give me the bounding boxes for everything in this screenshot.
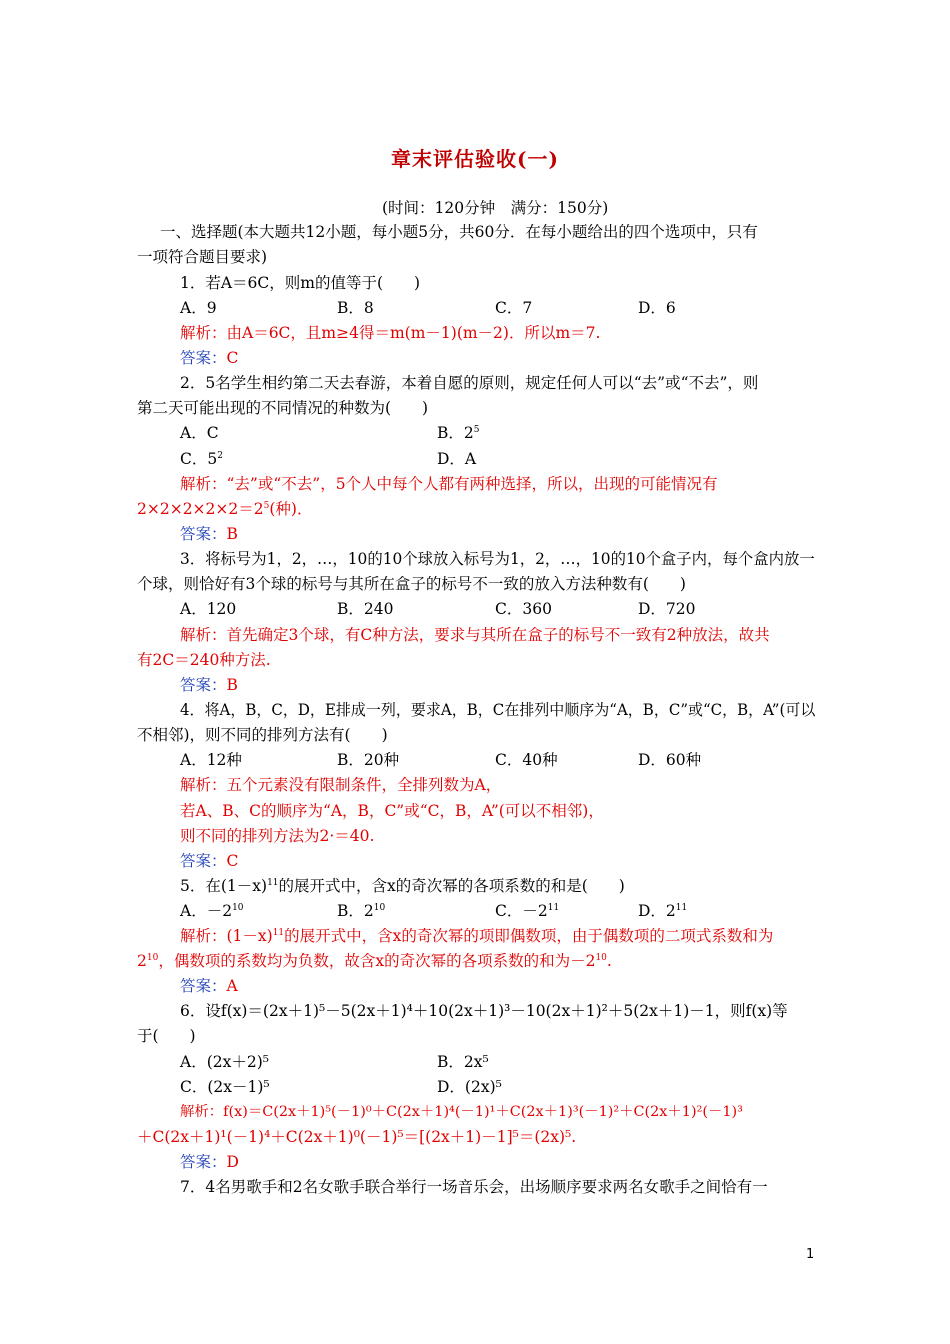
question-5-stem	[180, 875, 625, 897]
q5-option-b	[337, 900, 385, 922]
q5-stem-sup: 11	[267, 878, 279, 888]
q5-option-b-sup: 10	[373, 903, 386, 913]
question-3-stem-line1: 3．将标号为1，2，…，10的10个球放入标号为1，2，…，10的10个盒子内，每个盒内放一	[180, 550, 815, 568]
q6-option-c: C．(2x－1)⁵	[180, 1078, 270, 1096]
answer-label: 答案：	[180, 349, 227, 367]
q4-analysis-line2: 若A、B、C的顺序为“A，B，C”或“C，B，A”(可以不相邻)，	[180, 802, 604, 820]
q5-analysis-1-sup: 11	[272, 928, 285, 938]
answer-value: B	[226, 676, 238, 694]
q5-option-d-text: D．2	[638, 902, 676, 920]
section-heading-line2: 一项符合题目要求)	[137, 248, 268, 266]
answer-label: 答案：	[180, 676, 227, 694]
q3-option-c: C．360	[495, 600, 552, 618]
q4-analysis-line1: 解析：五个元素没有限制条件，全排列数为A，	[180, 776, 502, 794]
q4-option-a: A．12种	[180, 751, 242, 769]
answer-value: C	[226, 852, 239, 870]
q1-option-b: B．8	[337, 299, 374, 317]
q4-option-c: C．40种	[495, 751, 558, 769]
q3-analysis-line1: 解析：首先确定3个球，有C种方法，要求与其所在盒子的标号不一致有2种放法，故共	[180, 626, 770, 644]
q5-stem-b: 的展开式中，含x的奇次幂的各项系数的和是( )	[278, 877, 625, 895]
q6-analysis-line2: ＋C(2x＋1)¹(－1)⁴＋C(2x＋1)⁰(－1)⁵＝[(2x＋1)－1]⁵＝(2x)⁵.	[137, 1128, 577, 1146]
q1-answer	[180, 347, 238, 369]
q6-analysis-line1: 解析：f(x)＝C(2x＋1)⁵(－1)⁰＋C(2x＋1)⁴(－1)¹＋C(2x＋1)³(－1)²＋C(2x＋1)²(－1)³	[180, 1104, 743, 1120]
answer-label: 答案：	[180, 1153, 227, 1171]
q6-answer	[180, 1151, 239, 1173]
question-4-stem-line1: 4．将A，B，C，D，E排成一列，要求A，B，C在排列中顺序为“A，B，C”或“C，B，A”(可以	[180, 701, 816, 719]
answer-value: A	[226, 977, 238, 995]
question-2-stem-line2: 第二天可能出现的不同情况的种数为( )	[137, 399, 429, 417]
q2-option-c-text: C．5	[180, 450, 218, 468]
q5-analysis-1a: 解析：(1－x)	[180, 927, 273, 945]
answer-value: B	[226, 525, 238, 543]
q5-option-d-sup: 11	[675, 903, 688, 913]
q6-option-b: B．2x⁵	[437, 1053, 489, 1071]
answer-value: D	[226, 1153, 239, 1171]
q2-analysis-line2	[137, 498, 312, 520]
q3-option-a: A．120	[180, 600, 237, 618]
q5-analysis-1b: 的展开式中，含x的奇次幂的项即偶数项，由于偶数项的二项式系数和为	[284, 927, 774, 945]
q2-option-a: A．C	[180, 424, 219, 442]
q5-analysis-2a: 2	[137, 952, 147, 970]
q2-option-b-sup: 5	[473, 425, 480, 435]
q5-analysis-line2	[137, 950, 612, 972]
q3-analysis-line2: 有2C＝240种方法.	[137, 651, 271, 669]
q5-analysis-2-sup1: 10	[146, 953, 159, 963]
q5-analysis-2b: ，偶数项的系数均为负数，故含x的奇次幂的各项系数的和为－2	[158, 952, 596, 970]
question-1-stem: 1．若A＝6C，则m的值等于( )	[180, 274, 421, 292]
q1-option-a: A．9	[180, 299, 217, 317]
q5-option-c-sup: 11	[547, 903, 560, 913]
page-title: 章末评估验收(一)	[391, 147, 559, 171]
q3-option-d: D．720	[638, 600, 696, 618]
question-7-stem-line1: 7．4名男歌手和2名女歌手联合举行一场音乐会，出场顺序要求两名女歌手之间恰有一	[180, 1178, 768, 1196]
question-2-stem-line1: 2．5名学生相约第二天去春游，本着自愿的原则，规定任何人可以“去”或“不去”，则	[180, 374, 759, 392]
q2-option-c	[180, 448, 223, 470]
exam-info: (时间：120分钟 满分：150分)	[382, 199, 609, 217]
question-4-stem-line2: 不相邻)，则不同的排列方法有( )	[137, 726, 388, 744]
q2-analysis-sup: 5	[263, 501, 270, 511]
q4-analysis-line3: 则不同的排列方法为2·＝40.	[180, 827, 375, 845]
q4-option-b: B．20种	[337, 751, 400, 769]
q3-option-b: B．240	[337, 600, 394, 618]
page-number: 1	[806, 1247, 815, 1262]
q6-option-d: D．(2x)⁵	[437, 1078, 502, 1096]
q5-option-a-text: A．－2	[180, 902, 233, 920]
answer-label: 答案：	[180, 977, 227, 995]
q5-analysis-2-sup2: 10	[595, 953, 607, 963]
q1-option-c: C．7	[495, 299, 533, 317]
q5-option-a-sup: 10	[232, 903, 244, 913]
q2-analysis-line1: 解析：“去”或“不去”，5个人中每个人都有两种选择，所以，出现的可能情况有	[180, 475, 718, 493]
q5-analysis-line1	[180, 925, 773, 947]
q5-analysis-2c: .	[606, 952, 612, 970]
q3-answer	[180, 674, 238, 696]
q2-analysis-line2-a: 2×2×2×2×2＝2	[137, 500, 264, 518]
q5-answer	[180, 975, 238, 997]
question-6-stem-line1: 6．设f(x)＝(2x＋1)⁵－5(2x＋1)⁴＋10(2x＋1)³－10(2x＋1)²＋5(2x＋1)－1，则f(x)等	[180, 1002, 788, 1020]
q2-option-b-text: B．2	[437, 424, 474, 442]
answer-label: 答案：	[180, 852, 227, 870]
q6-option-a: A．(2x＋2)⁵	[180, 1053, 269, 1071]
q2-answer	[180, 523, 238, 545]
q5-option-c	[495, 900, 559, 922]
question-6-stem-line2: 于( )	[137, 1027, 196, 1045]
q5-option-d	[638, 900, 687, 922]
question-3-stem-line2: 个球，则恰好有3个球的标号与其所在盒子的标号不一致的放入方法种数有( )	[137, 575, 686, 593]
q4-option-d: D．60种	[638, 751, 702, 769]
q1-option-d: D．6	[638, 299, 676, 317]
q1-analysis: 解析：由A＝6C，且m≥4得＝m(m－1)(m－2)．所以m＝7.	[180, 324, 601, 342]
q5-option-b-text: B．2	[337, 902, 374, 920]
q2-option-b	[437, 422, 480, 444]
q2-option-c-sup: 2	[217, 451, 223, 461]
answer-value: C	[226, 349, 239, 367]
section-heading-line1: 一、选择题(本大题共12小题，每小题5分，共60分．在每小题给出的四个选项中，只有	[160, 223, 758, 241]
answer-label: 答案：	[180, 525, 227, 543]
q5-option-c-text: C．－2	[495, 902, 548, 920]
q2-option-d: D．A	[437, 450, 477, 468]
q5-option-a	[180, 900, 244, 922]
q2-analysis-line2-b: (种)．	[269, 500, 313, 518]
q5-stem-a: 5．在(1－x)	[180, 877, 268, 895]
q4-answer	[180, 850, 238, 872]
